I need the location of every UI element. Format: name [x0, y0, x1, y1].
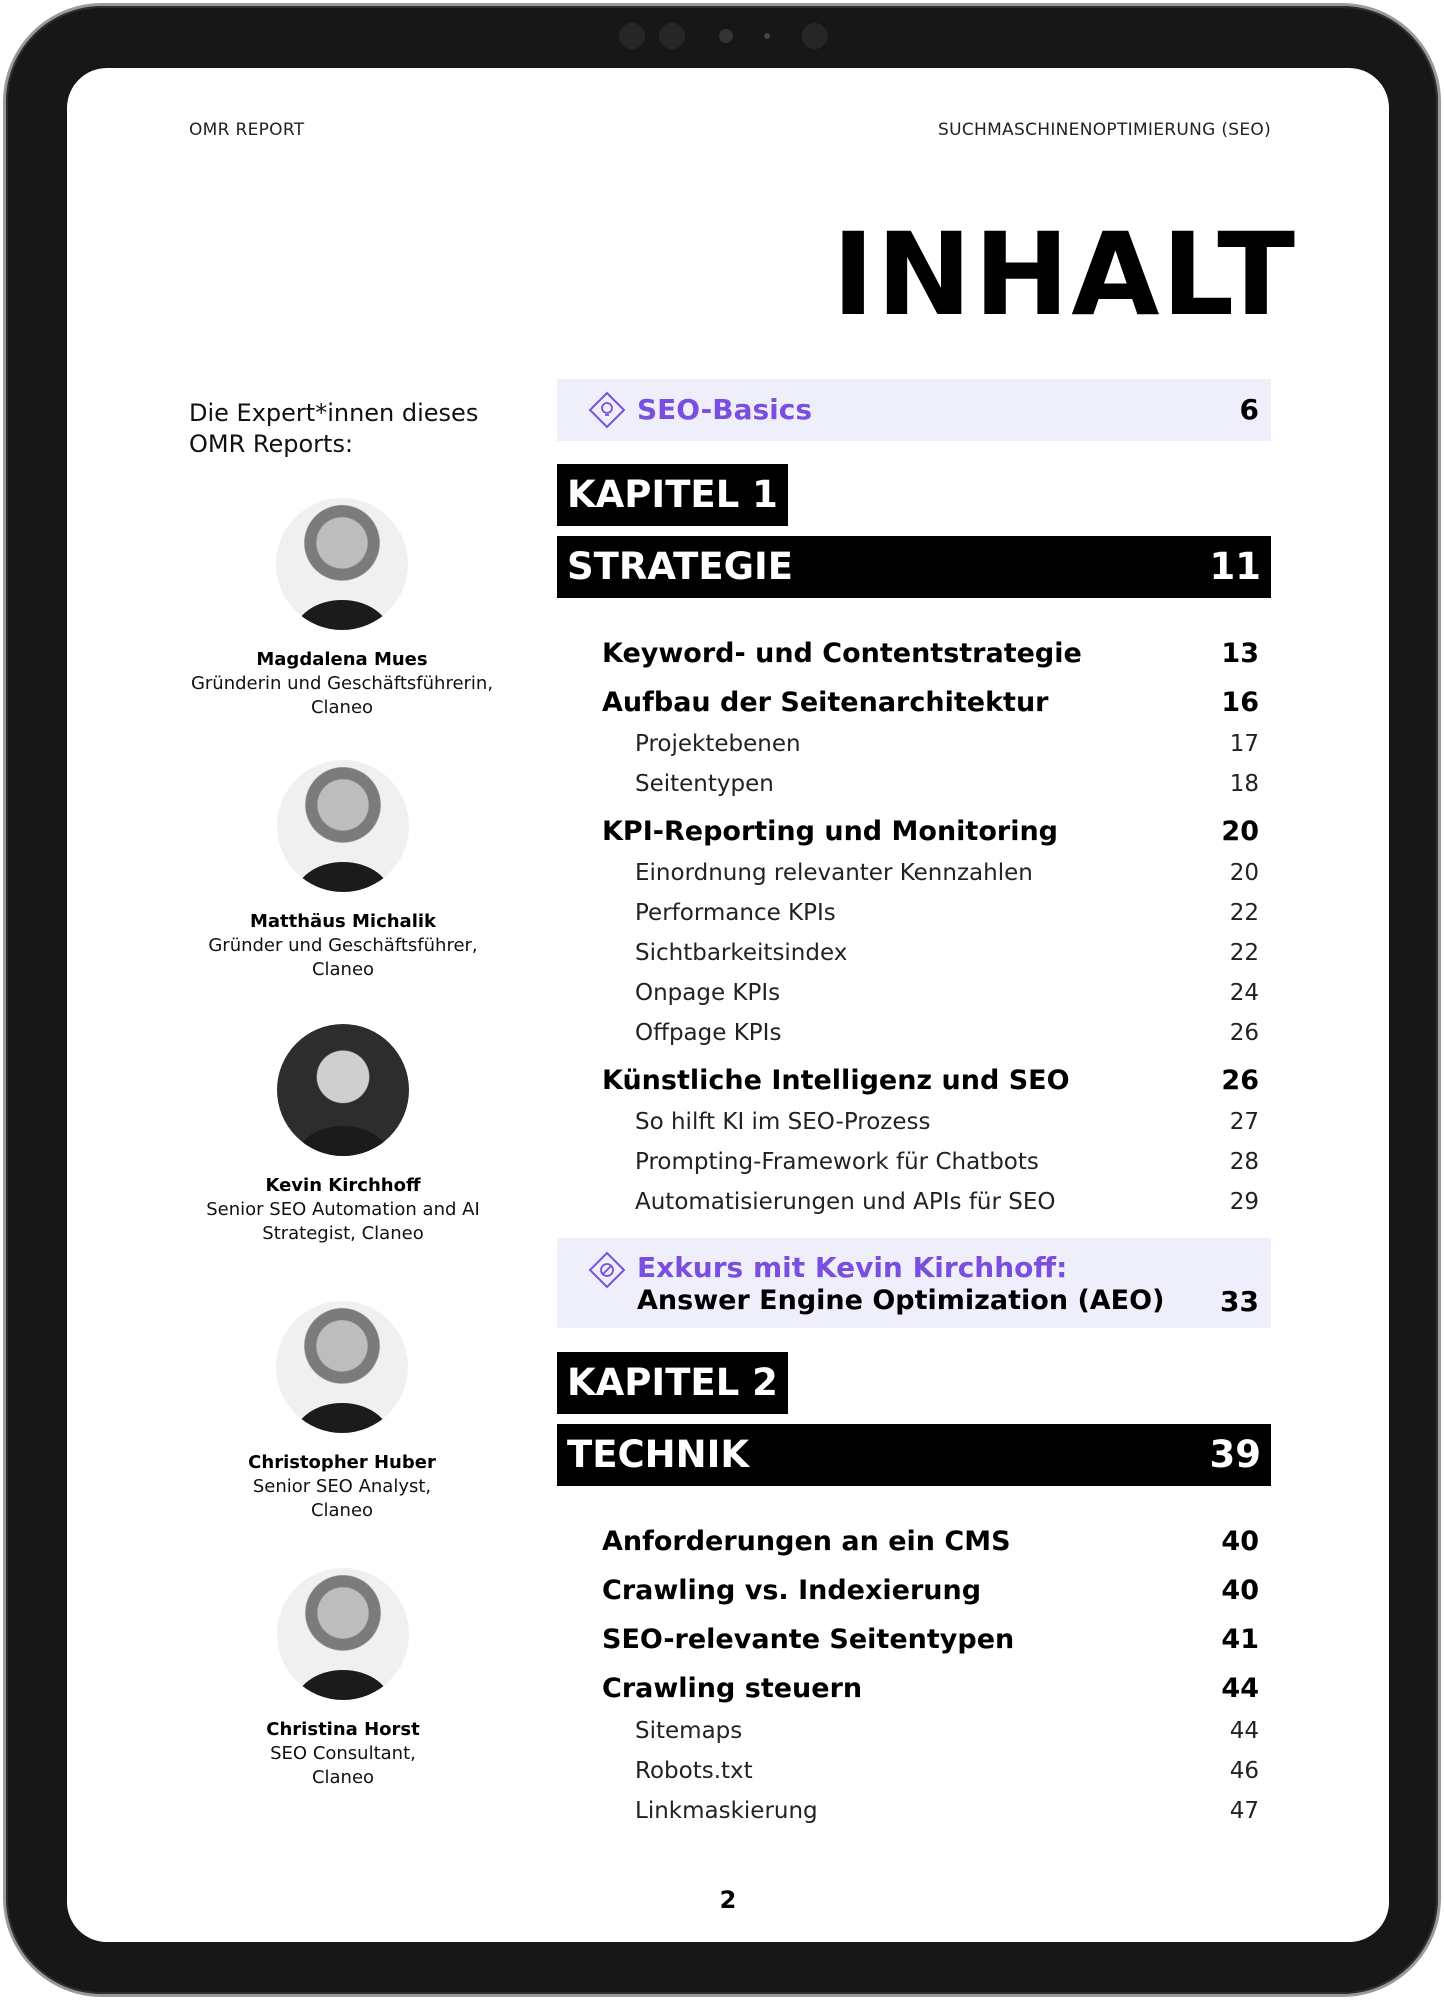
toc-entry-page: 46 [1229, 1758, 1259, 1784]
toc-subentry[interactable] [635, 900, 1259, 926]
toc-entry[interactable] [602, 1065, 1259, 1096]
toc-entry-page: 22 [1229, 940, 1259, 966]
expert-name: Kevin Kirchhoff [265, 1175, 421, 1196]
toc-entry-label: Crawling vs. Indexierung [602, 1575, 982, 1606]
avatar [277, 1568, 409, 1700]
chapter-1-title-bar[interactable] [557, 536, 1271, 598]
toc-entry-page: 44 [1229, 1718, 1259, 1744]
camera-dot [802, 23, 828, 49]
toc-entry-label: Prompting-Framework für Chatbots [635, 1149, 1039, 1175]
expert-role: Senior SEO Analyst, [252, 1476, 432, 1497]
lightbulb-diamond-icon [587, 390, 627, 430]
expert-card [163, 1024, 523, 1246]
toc-subentry[interactable] [635, 1149, 1259, 1175]
toc-entry-page: 22 [1229, 900, 1259, 926]
chapter-2-page: 39 [1209, 1433, 1261, 1476]
toc-subentry[interactable] [635, 1758, 1259, 1784]
compass-diamond-icon [587, 1250, 627, 1290]
avatar [276, 498, 408, 630]
sensor-dot [764, 33, 770, 39]
experts-intro: Die Expert*innen dieses OMR Reports: [189, 399, 479, 458]
chapter-2-title-bar[interactable] [557, 1424, 1271, 1486]
toc-entry[interactable] [602, 638, 1259, 669]
toc-entry-label: Projektebenen [635, 731, 801, 757]
toc-entry-label: Linkmaskierung [635, 1798, 818, 1824]
expert-company: Strategist, Claneo [262, 1223, 424, 1244]
chapter-2-label: KAPITEL 2 [557, 1352, 788, 1414]
expert-name: Matthäus Michalik [249, 911, 437, 932]
toc-entry-label: Aufbau der Seitenarchitektur [602, 687, 1049, 718]
toc-subentry[interactable] [635, 980, 1259, 1006]
toc-entry-page: 17 [1229, 731, 1259, 757]
toc-subentry[interactable] [635, 1718, 1259, 1744]
expert-company: Claneo [311, 1767, 375, 1788]
toc-subentry[interactable] [635, 1109, 1259, 1135]
toc-entry[interactable] [602, 1624, 1259, 1655]
camera-lens [719, 29, 733, 43]
expert-card [163, 760, 523, 982]
toc-entry-page: 40 [1221, 1526, 1259, 1557]
expert-name: Christina Horst [266, 1719, 420, 1740]
avatar [277, 760, 409, 892]
toc-seo-basics-page: 6 [1239, 393, 1259, 426]
toc-entry[interactable] [602, 1526, 1259, 1557]
chapter-1-title: STRATEGIE [567, 545, 794, 588]
page-number: 2 [719, 1886, 737, 1914]
toc-exkurs-label: Exkurs mit Kevin Kirchhoff: [637, 1251, 1068, 1284]
toc-seo-basics[interactable] [557, 379, 1271, 441]
toc-entry-page: 20 [1229, 860, 1259, 886]
toc-entry-label: Performance KPIs [635, 900, 836, 926]
page-title: INHALT [832, 208, 1297, 341]
toc-seo-basics-label: SEO-Basics [637, 393, 812, 426]
toc-entry-label: Onpage KPIs [635, 980, 781, 1006]
toc-entry-label: SEO-relevante Seitentypen [602, 1624, 1015, 1655]
toc-subentry[interactable] [635, 771, 1259, 797]
toc-entry-label: Crawling steuern [602, 1673, 863, 1704]
toc-entry[interactable] [602, 1673, 1259, 1704]
toc-entry-label: KPI-Reporting und Monitoring [602, 816, 1059, 847]
camera-dot [619, 23, 645, 49]
camera-dot [659, 23, 685, 49]
toc-exkurs-page: 33 [1220, 1285, 1259, 1318]
tablet-frame [6, 6, 1438, 1994]
chapter-1-page: 11 [1209, 545, 1261, 588]
toc-subentry[interactable] [635, 940, 1259, 966]
toc-subentry[interactable] [635, 860, 1259, 886]
toc-entry-label: Offpage KPIs [635, 1020, 782, 1046]
expert-company: Claneo [310, 1500, 374, 1521]
expert-company: Claneo [311, 959, 375, 980]
expert-name: Magdalena Mues [256, 649, 428, 670]
toc-subentry[interactable] [635, 1798, 1259, 1824]
expert-company: Claneo [310, 697, 374, 718]
document-page [67, 68, 1389, 1942]
toc-entry-page: 24 [1229, 980, 1259, 1006]
toc-entry-page: 26 [1221, 1065, 1259, 1096]
header-left: OMR REPORT [189, 120, 305, 140]
toc-entry-page: 27 [1229, 1109, 1259, 1135]
expert-role: SEO Consultant, [270, 1743, 416, 1764]
expert-name: Christopher Huber [248, 1452, 436, 1473]
toc-entry-page: 40 [1221, 1575, 1259, 1606]
toc-entry-page: 20 [1221, 816, 1259, 847]
toc-entry-page: 41 [1221, 1624, 1259, 1655]
avatar [276, 1301, 408, 1433]
expert-role: Senior SEO Automation and AI [206, 1199, 480, 1220]
toc-exkurs-subtitle: Answer Engine Optimization (AEO) [637, 1285, 1165, 1316]
toc-entry[interactable] [602, 816, 1259, 847]
toc-exkurs[interactable] [557, 1238, 1271, 1328]
toc-entry-page: 13 [1221, 638, 1259, 669]
toc-entry-label: Seitentypen [635, 771, 774, 797]
expert-role: Gründerin und Geschäftsführerin, [190, 673, 494, 694]
toc-entry-label: Anforderungen an ein CMS [602, 1526, 1011, 1557]
toc-entry[interactable] [602, 687, 1259, 718]
toc-entry-label: Sichtbarkeitsindex [635, 940, 848, 966]
toc-subentry[interactable] [635, 1189, 1259, 1215]
toc-entry-page: 28 [1229, 1149, 1259, 1175]
toc-entry-page: 29 [1229, 1189, 1259, 1215]
chapter-1-label: KAPITEL 1 [557, 464, 788, 526]
toc-subentry[interactable] [635, 731, 1259, 757]
expert-card [162, 1301, 522, 1523]
toc-entry-label: Keyword- und Contentstrategie [602, 638, 1082, 669]
toc-entry-label: Sitemaps [635, 1718, 743, 1744]
toc-entry-page: 44 [1221, 1673, 1259, 1704]
toc-subentry[interactable] [635, 1020, 1259, 1046]
avatar [277, 1024, 409, 1156]
expert-role: Gründer und Geschäftsführer, [208, 935, 478, 956]
toc-entry-page: 47 [1229, 1798, 1259, 1824]
expert-card [163, 1568, 523, 1790]
toc-entry-label: Einordnung relevanter Kennzahlen [635, 860, 1033, 886]
header-right: SUCHMASCHINENOPTIMIERUNG (SEO) [938, 120, 1271, 140]
toc-entry-label: Künstliche Intelligenz und SEO [602, 1065, 1070, 1096]
toc-entry-page: 18 [1229, 771, 1259, 797]
toc-entry-label: So hilft KI im SEO-Prozess [635, 1109, 931, 1135]
toc-entry-page: 26 [1229, 1020, 1259, 1046]
toc-entry-label: Robots.txt [635, 1758, 753, 1784]
toc-entry-page: 16 [1221, 687, 1259, 718]
toc-entry[interactable] [602, 1575, 1259, 1606]
expert-card [162, 498, 522, 720]
chapter-2-title: TECHNIK [567, 1433, 750, 1476]
toc-entry-label: Automatisierungen und APIs für SEO [635, 1189, 1056, 1215]
